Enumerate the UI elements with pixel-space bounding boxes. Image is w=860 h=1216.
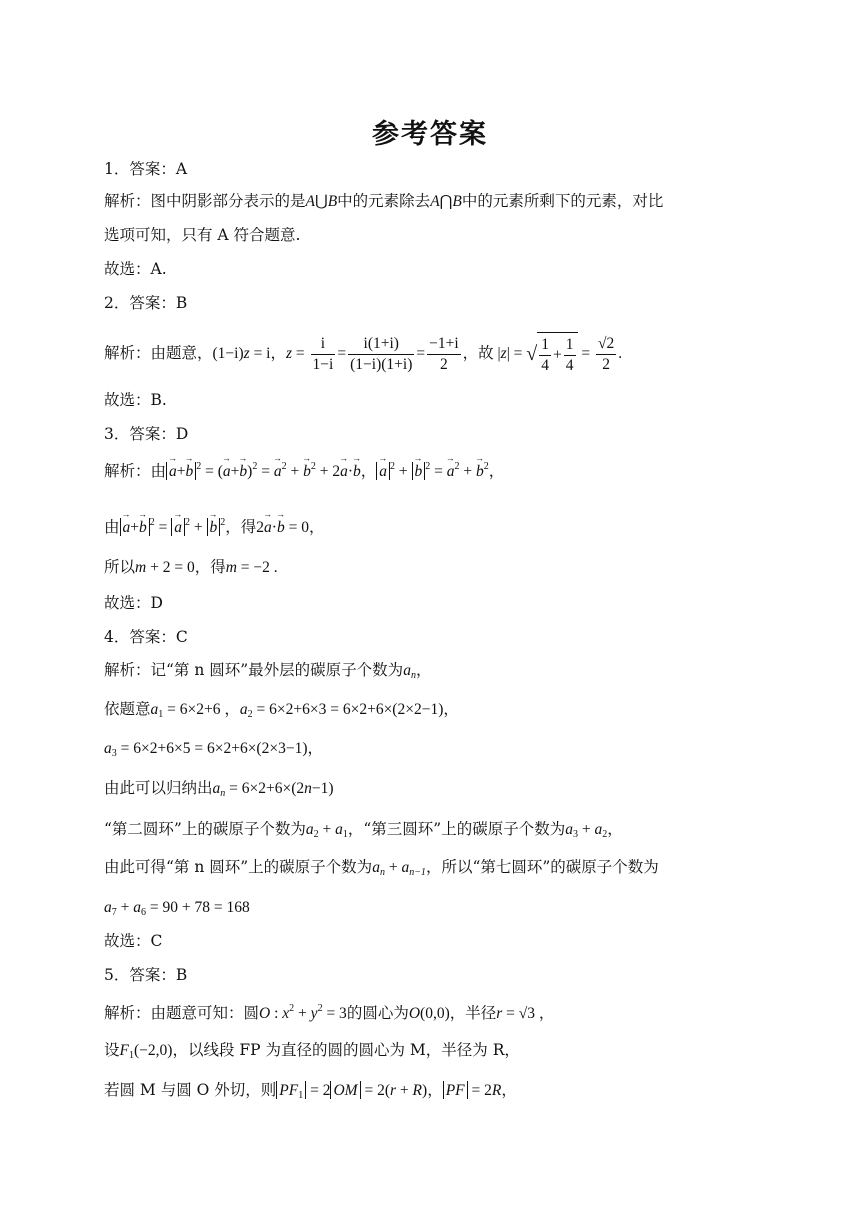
q4-line4: 由此可以归纳出$a_n = 6\times 2+6\times(2n-1)$ <box>104 779 334 799</box>
q1-analysis: 解析：图中阴影部分表示的是A⋃B中的元素除去A⋂B中的元素所剩下的元素，对比 <box>104 192 664 210</box>
q5-line2: 设$F_1(-2,0)$，以线段 FP 为直径的圆的圆心为 M，半径为 R， <box>104 1041 520 1061</box>
q3-answer: 3．答案：D <box>104 425 189 443</box>
q4-line5: “第二圆环”上的碳原子个数为$a_2 + a_1$，“第三圆环”上的碳原子个数为$a_3 + a_2$， <box>104 820 623 840</box>
q2-analysis: 解析：由题意，(1−i)z = i，z = $\frac{i}{1-i}$ = $\frac{i(1+i)}{(1-i)(1+i)}$ = $\frac{-1+i}{2}$ ，故 |z| = √ $\frac{1}{4}$ + $\frac{1}{4}$ = $\frac{√2}{2}$ . <box>104 332 622 376</box>
q3-line2: 由→ a+→ b $^2$ = → a $^2$ + → b $^2$，得2→ a·→ b = 0， <box>104 518 324 536</box>
q4-answer: 4．答案：C <box>104 628 188 646</box>
q3-analysis: 解析：由→ a+→ b $^2$ = (→ a+→ b)$^2$ = → $a^2$ + → $b^2 + 2\to a\cdot\to b$，→ a $^2$ + → b $^2$ = → $a^2$ + → $b^2$， <box>104 462 504 480</box>
q4-line7: $a_7 + a_6 = 90 + 78 = 168$ <box>104 899 250 918</box>
q3-choose: 故选：D <box>104 594 163 612</box>
q2-answer: 2．答案：B <box>104 294 188 312</box>
q3-line3: 所以m + 2 = 0，得m = −2 . <box>104 558 278 576</box>
q1-answer: 1．答案：A <box>104 160 188 178</box>
q4-line3: $a_3 = 6\times 2+6\times 5 = 6\times 2+6\times(2\times 3-1)$， <box>104 740 323 759</box>
q2-choose: 故选：B. <box>104 391 167 409</box>
q1-choose: 故选：A. <box>104 260 167 278</box>
q5-line3: 若圆 M 与圆 O 外切，则 $PF_1 = 2$ OM = 2(r + R)， PF = 2R， <box>104 1081 517 1101</box>
q1-analysis-cont: 选项可知，只有 A 符合题意. <box>104 226 301 244</box>
q4-line2: 依题意$a_1 = 6\times 2+6$ ，$a_2 = 6\times 2+6\times 3 = 6\times 2+6\times(2\times 2-1)$， <box>104 700 459 720</box>
page-title: 参考答案 <box>372 119 488 150</box>
q4-choose: 故选：C <box>104 932 163 950</box>
q4-analysis: 解析：记“第 n 圆环”最外层的碳原子个数为$a_n$， <box>104 661 432 681</box>
q5-analysis: 解析：由题意可知：圆O : $x^2 + y^2 = 3$的圆心为O(0,0)，半径r = √3 ， <box>104 1003 555 1022</box>
q5-answer: 5．答案：B <box>104 966 188 984</box>
q4-line6: 由此可得“第 n 圆环”上的碳原子个数为$a_n + a_{n-1}$，所以“第七圆环”的碳原子个数为 <box>104 858 659 878</box>
